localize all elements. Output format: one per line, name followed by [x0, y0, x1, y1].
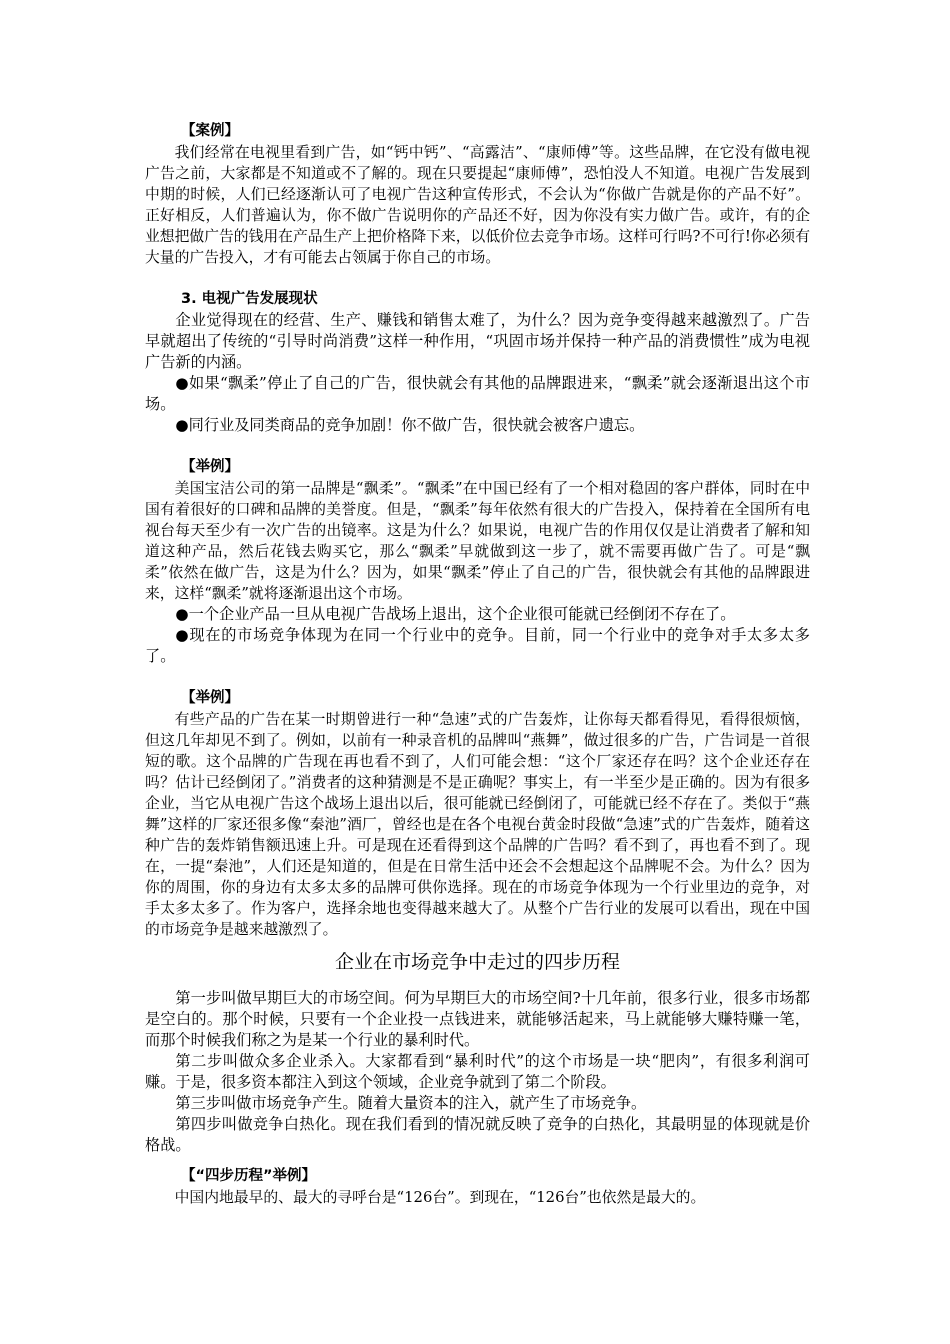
bullet-paragraph: ●现在的市场竞争体现为在同一个行业中的竞争。目前，同一个行业中的竞争对手太多太多了。 [145, 626, 810, 665]
bullet-paragraph: ●如果“飘柔”停止了自己的广告，很快就会有其他的品牌跟进来，“飘柔”就会逐渐退出这个市场。 [145, 374, 810, 413]
example-heading: 【举例】 [181, 690, 239, 706]
step-paragraph: 第一步叫做早期巨大的市场空间。何为早期巨大的市场空间?十几年前，很多行业，很多市场都是空白的。那个时候，只要有一个企业投一点钱进来，就能够活起来，马上就能够大赚特赚一笔，而那个时候我们称之为是某一个行业的暴利时代。 [145, 989, 810, 1049]
step-paragraph: 第四步叫做竞争白热化。现在我们看到的情况就反映了竞争的白热化，其最明显的体现就是价格战。 [145, 1115, 810, 1154]
document-body [145, 121, 810, 1208]
case-paragraph: 我们经常在电视里看到广告，如“钙中钙”、“高露洁”、“康师傅”等。这些品牌，在它没有做电视广告之前，大家都是不知道或不了解的。现在只要提起“康师傅”，恐怕没人不知道。电视广告发展到中期的时候，人们已经逐渐认可了电视广告这种宣传形式，不会认为“你做广告就是你的产品不好”。正好相反，人们普遍认为，你不做广告说明你的产品还不好，因为你没有实力做广告。或许，有的企业想把做广告的钱用在产品生产上把价格降下来，以低价位去竞争市场。这样可行吗?不可行!你必须有大量的广告投入，才有可能去占领属于你自己的市场。 [145, 144, 810, 266]
example-paragraph: 美国宝洁公司的第一品牌是“飘柔”。“飘柔”在中国已经有了一个相对稳固的客户群体，同时在中国有着很好的口碑和品牌的美誉度。但是，“飘柔”每年依然有很大的广告投入，保持着在全国所有电视台每天至少有一次广告的出镜率。这是为什么？如果说，电视广告的作用仅仅是让消费者了解和知道这种产品，然后花钱去购买它，那么“飘柔”早就做到这一步了，就不需要再做广告了。可是“飘柔”依然在做广告，这是为什么？因为，如果“飘柔”停止了自己的广告，很快就会有其他的品牌跟进来，这样“飘柔”就将逐渐退出这个市场。 [145, 480, 810, 602]
bullet-paragraph: ●一个企业产品一旦从电视广告战场上退出，这个企业很可能就已经倒闭不存在了。 [175, 605, 736, 623]
example-heading: 【“四步历程”举例】 [181, 1168, 317, 1184]
section-intro-paragraph: 企业觉得现在的经营、生产、赚钱和销售太难了，为什么？因为竞争变得越来越激烈了。广告早就超出了传统的“引导时尚消费”这样一种作用，“巩固市场并保持一种产品的消费惯性”成为电视广告新的内涵。 [145, 311, 810, 371]
example-paragraph: 有些产品的广告在某一时期曾进行一种“急速”式的广告轰炸，让你每天都看得见，看得很烦恼，但这几年却见不到了。例如，以前有一种录音机的品牌叫“燕舞”，做过很多的广告，广告词是一首很短的歌。这个品牌的广告现在再也看不到了，人们可能会想：“这个厂家还存在吗？这个企业还存在吗？估计已经倒闭了。”消费者的这种猜测是不是正确呢？事实上，有一半至少是正确的。因为有很多企业，当它从电视广告这个战场上退出以后，很可能就已经倒闭了，可能就已经不存在了。类似于“燕舞”这样的厂家还很多像“秦池”酒厂，曾经也是在各个电视台黄金时段做“急速”式的广告轰炸，随着这种广告的轰炸销售额迅速上升。可是现在还看得到这个品牌的广告吗？看不到了，再也看不到了。现在，一提“秦池”，人们还是知道的，但是在日常生活中还会不会想起这个品牌呢不会。为什么？因为你的周围，你的身边有太多太多的品牌可供你选择。现在的市场竞争体现为一个行业里边的竞争，对手太多太多了。作为客户，选择余地也变得越来越大了。从整个广告行业的发展可以看出，现在中国的市场竞争是越来越激烈了。 [145, 711, 810, 938]
section-heading: 3. 电视广告发展现状 [181, 291, 318, 307]
step-paragraph: 第二步叫做众多企业杀入。大家都看到“暴利时代”的这个市场是一块“肥肉”，有很多利润可赚。于是，很多资本都注入到这个领域，企业竞争就到了第二个阶段。 [145, 1052, 810, 1091]
case-heading: 【案例】 [181, 123, 239, 139]
example-paragraph: 中国内地最早的、最大的寻呼台是“126台”。到现在，“126台”也依然是最大的。 [174, 1189, 706, 1206]
section-title: 企业在市场竞争中走过的四步历程 [334, 951, 620, 973]
example-heading: 【举例】 [181, 459, 239, 475]
step-paragraph: 第三步叫做市场竞争产生。随着大量资本的注入，就产生了市场竞争。 [175, 1094, 647, 1112]
bullet-paragraph: ●同行业及同类商品的竞争加剧！你不做广告，很快就会被客户遗忘。 [175, 416, 645, 434]
